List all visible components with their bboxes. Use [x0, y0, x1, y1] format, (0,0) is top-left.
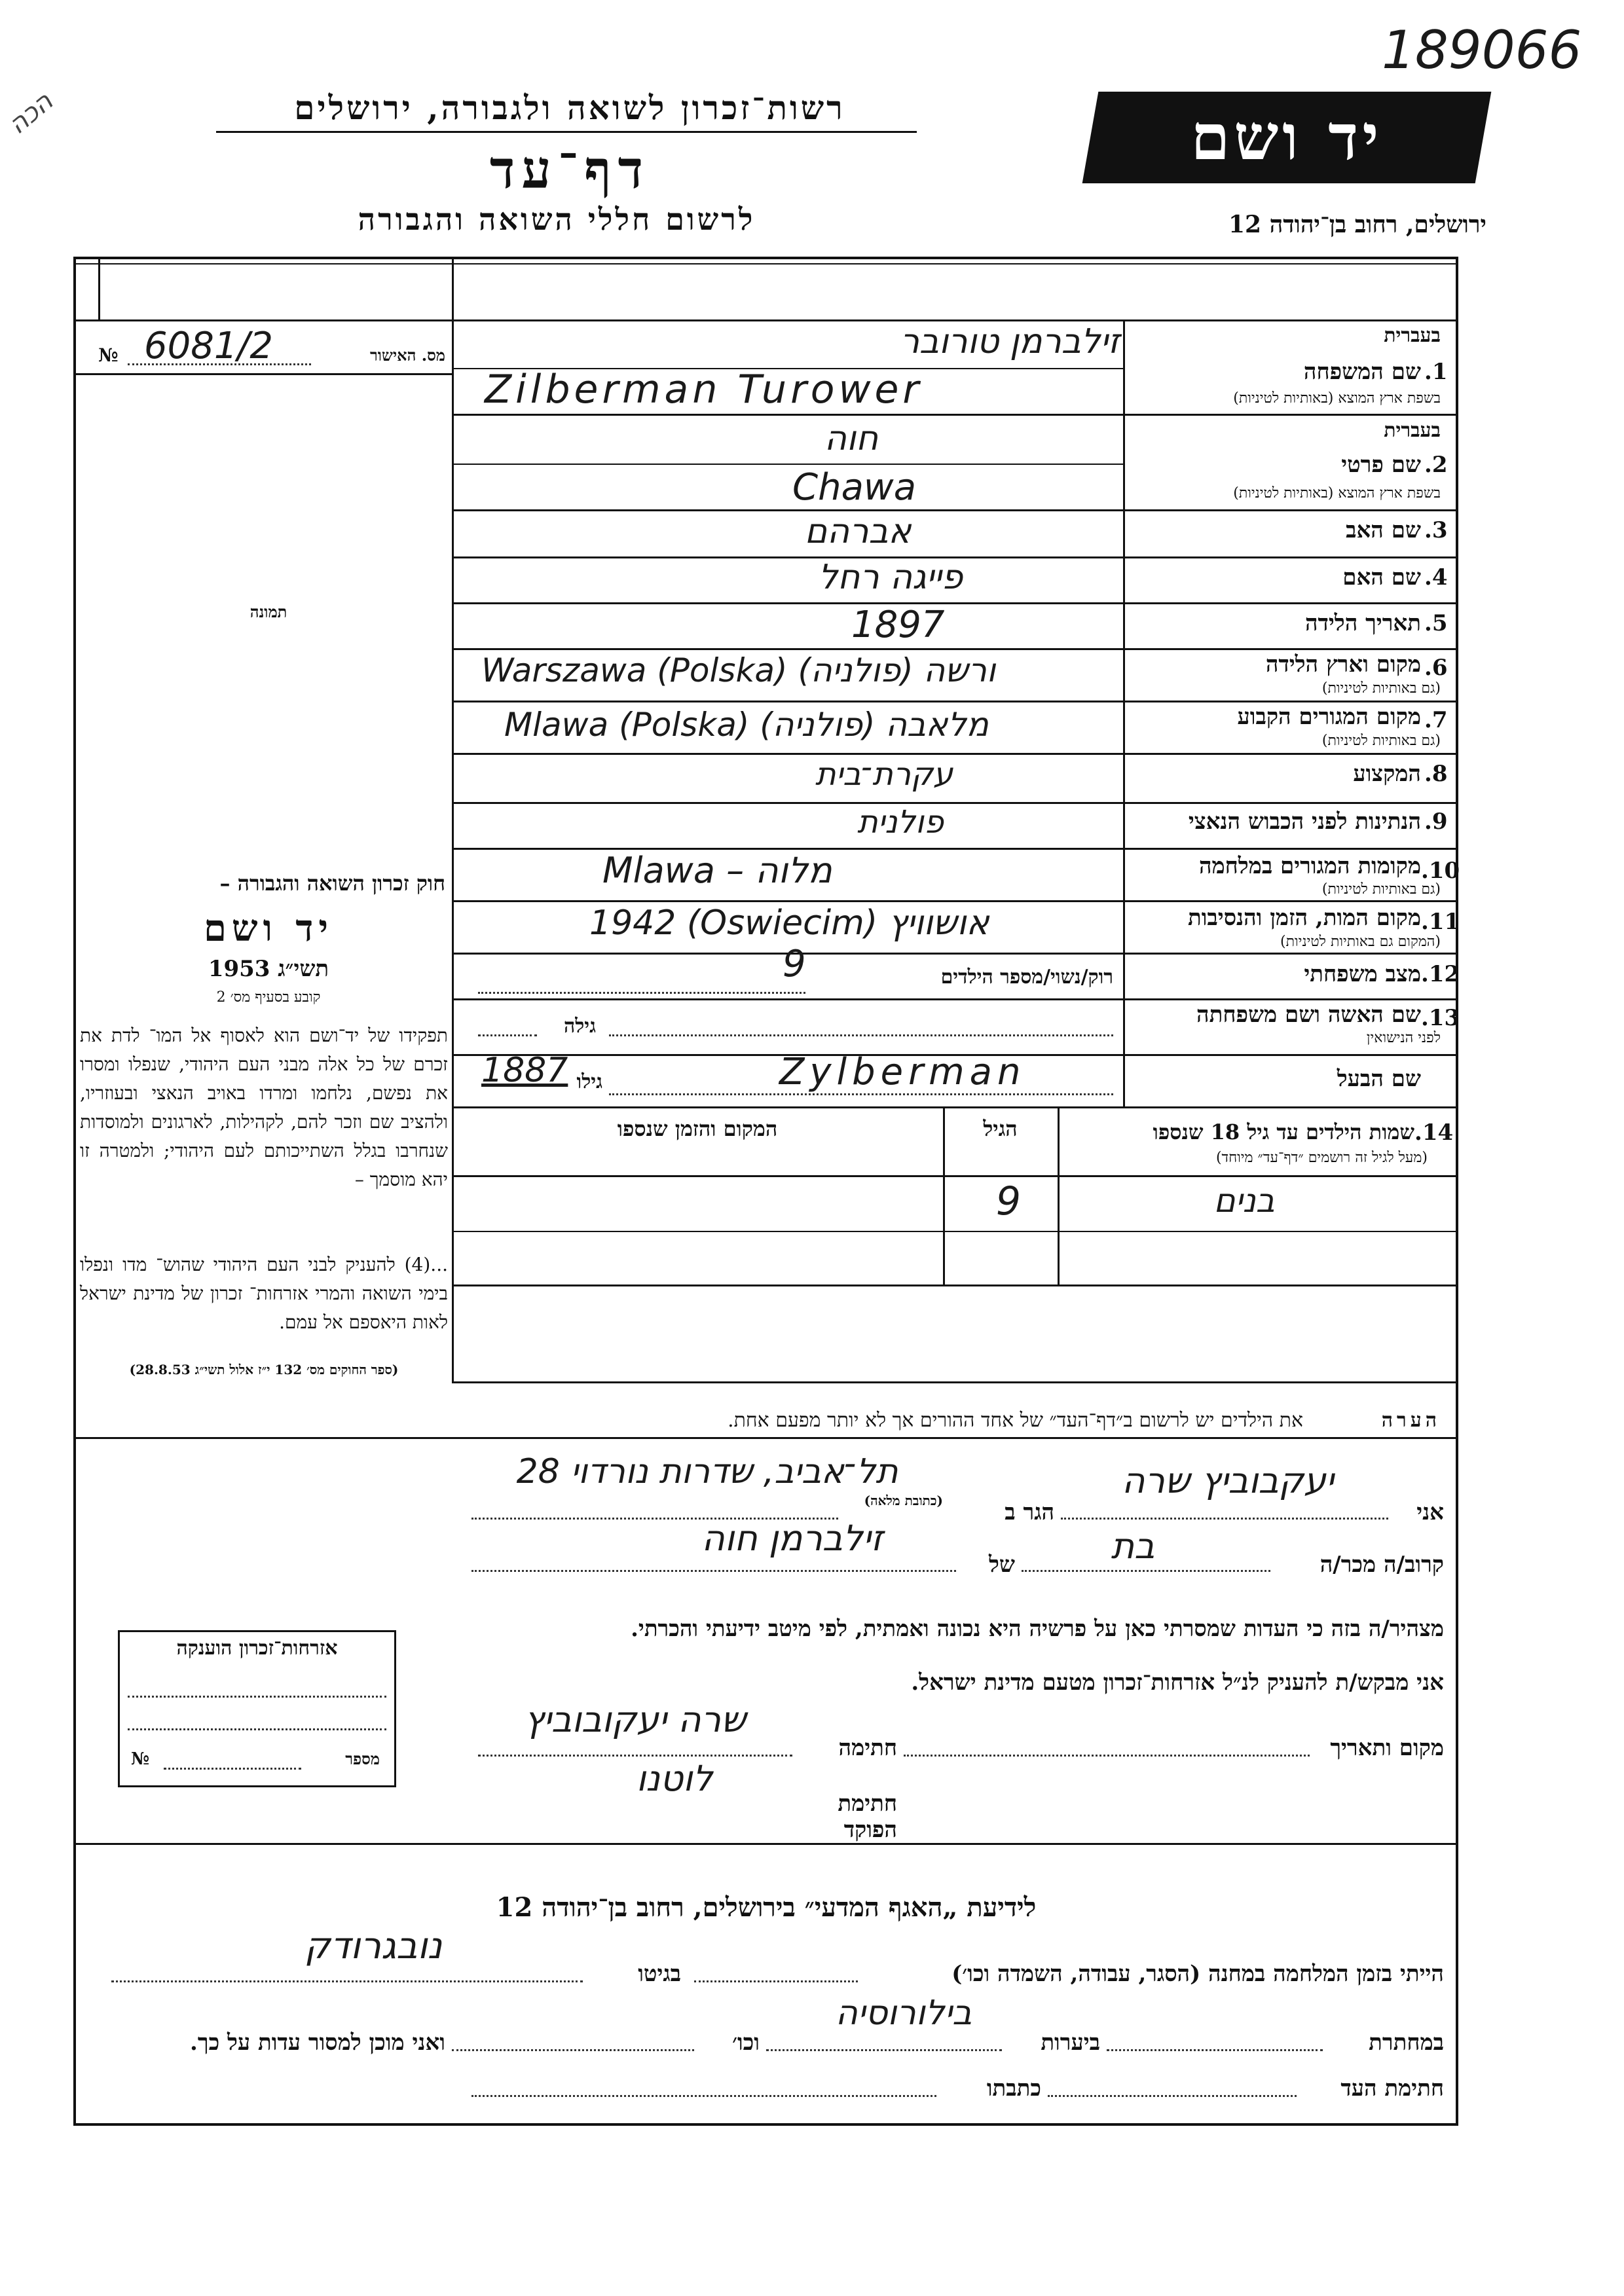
form-title: דף־עד — [489, 139, 650, 200]
place-date-dots — [904, 1755, 1310, 1757]
declarant-name-dots — [1061, 1518, 1388, 1520]
registration-no-sign: № — [98, 344, 119, 366]
row-rule — [452, 464, 1123, 465]
frame-top-double — [73, 263, 1458, 264]
field-12-number: 12. — [1421, 961, 1460, 987]
row-rule — [452, 998, 1458, 1000]
field-13-dots — [609, 1034, 1113, 1036]
corner-mark: הכה — [2, 86, 59, 141]
etc-label: וכו׳ — [732, 2030, 760, 2056]
declarant-i-label: אני — [1416, 1499, 1444, 1525]
husband-age-value: 1887 — [481, 1051, 568, 1090]
forest-dots — [766, 2049, 1002, 2051]
row-rule — [452, 900, 1458, 902]
field-8-value: עקרת־בית — [815, 756, 953, 793]
field-6-number: 6. — [1424, 655, 1448, 681]
field-5-number: 5. — [1424, 610, 1448, 636]
row-rule — [452, 648, 1458, 650]
field-11-note: (המקום גם באותיות לטיניות) — [1280, 934, 1441, 950]
row-rule — [452, 602, 1458, 604]
law-text-1: תפקידו של יד־ושם הוא לאסוף אל המו־ לדת את זכרם של כל אלה מבני העם היהודי, שנפלו ומסרו את נפשם, נלחמו ומרדו באויב הנאצי ובעוזריו, ולהציב שם וזכר להם, לקהילות, לארגונים ולמוסדות שנחרבו בגלל השתייכותם לעם היהודי; ולמטרה זו יהא מוסמך – — [80, 1025, 448, 1190]
strip-divider — [98, 257, 100, 321]
registration-label: מס. האישור — [369, 346, 445, 365]
info-top-rule — [73, 1843, 1458, 1845]
row-rule — [452, 753, 1458, 755]
field-12-options: רוק/נשוי/מספר הילדים — [940, 966, 1113, 989]
registration-dots — [128, 363, 311, 365]
children-row-rule — [452, 1231, 1458, 1232]
children-label: שמות הילדים עד גיל 18 שנספו — [1153, 1120, 1414, 1144]
children-note: (מעל לגיל זה רושמים ״דף־עד״ מיוחד) — [1215, 1150, 1428, 1166]
children-col-divider-1 — [943, 1106, 945, 1286]
row-rule — [452, 509, 1458, 511]
citizenship-box-dots-2 — [128, 1728, 386, 1730]
etc-dots — [452, 2049, 694, 2051]
husband-dots — [609, 1093, 1113, 1095]
law-title: חוק זכרון השואה והגבורה – — [219, 871, 445, 896]
row-rule — [452, 414, 1458, 416]
official-signature: לוטנו — [636, 1758, 713, 1799]
children-col-age: הגיל — [983, 1116, 1018, 1141]
field-2-lang-he: בעברית — [1384, 419, 1441, 442]
field-12-label: מצב משפחתי — [1304, 961, 1421, 987]
child-row-1-name: בנים — [1213, 1182, 1275, 1220]
info-line-1: הייתי בזמן המלחמה במחנה (הסגר, עבודה, השמדה וכו׳) — [951, 1961, 1444, 1987]
field-2-lang-latin: בשפת ארץ המוצא (באותיות לטיניות) — [1233, 485, 1441, 501]
law-year: תשי״ג 1953 — [208, 956, 329, 982]
archive-stamp-number: 189066 — [1382, 20, 1582, 81]
field-2-number: 2. — [1424, 452, 1448, 478]
hiding-label: במחתרת — [1369, 2030, 1444, 2056]
witness-signature-label: חתימת העד — [1340, 2075, 1444, 2102]
citizenship-box-title: אזרחות־זכרון הוענקה — [176, 1637, 338, 1660]
info-title: לידיעת „האגף המדעי״ בירושלים, רחוב בן־יהודה 12 — [496, 1892, 1037, 1923]
forest-label: ביערות — [1041, 2030, 1100, 2056]
law-name: יד ושם — [203, 907, 334, 950]
children-col-divider-2 — [1058, 1106, 1060, 1286]
declarant-full-address-label: (כתובת מלאה) — [864, 1493, 943, 1508]
field-11-label: מקום המות, הזמן והנסיבות — [1187, 905, 1421, 931]
field-6-note: (גם באותיות לטיניות) — [1321, 680, 1441, 697]
field-10-value: Mlawa – מלוה — [602, 850, 832, 891]
remark-label: הערה — [1381, 1409, 1441, 1432]
husband-age-label: גילו — [576, 1070, 602, 1093]
of-label: של — [989, 1552, 1015, 1578]
witness-address-label: כתבתו — [986, 2075, 1041, 2102]
ready-statement: ואני מוכן למסור עדות על כך. — [190, 2030, 445, 2056]
relation-label: קרוב/ה מכר/ה — [1320, 1552, 1444, 1578]
field-3-number: 3. — [1424, 517, 1448, 543]
field-5-label: תאריך הלידה — [1304, 610, 1421, 636]
label-column-divider — [1123, 319, 1125, 1108]
children-header-rule — [452, 1175, 1458, 1177]
ghetto-value: נובגרודק — [304, 1925, 443, 1967]
field-5-value: 1897 — [851, 604, 945, 646]
field-1-lang-latin: בשפת ארץ המוצא (באותיות לטיניות) — [1233, 390, 1441, 407]
strip-bottom-rule — [73, 319, 1458, 321]
field-13-note: לפני הנישואין — [1366, 1030, 1441, 1046]
registration-number: 6081/2 — [144, 325, 274, 367]
field-8-label: המקצוע — [1353, 761, 1421, 787]
signature-dots — [478, 1755, 792, 1757]
husband-value: Zylberman — [779, 1051, 1026, 1093]
forest-value: בילורוסיה — [835, 1994, 972, 2033]
field-2-label: שם פרטי — [1341, 452, 1421, 478]
child-row-1-age: 9 — [995, 1178, 1022, 1224]
field-7-note: (גם באותיות לטיניות) — [1321, 733, 1441, 749]
declaration-statement: מצהיר/ה בזה כי העדות שמסרתי כאן על פרשיה היא נכונה ואמתית, לפי מיטב ידיעתי והכרתי. — [631, 1616, 1444, 1642]
hiding-dots — [1107, 2049, 1323, 2051]
husband-label: שם הבעל — [1337, 1066, 1421, 1092]
field-3-label: שם האב — [1346, 517, 1421, 543]
field-11-number: 11. — [1421, 909, 1460, 935]
relation-dots — [1022, 1570, 1270, 1572]
ghetto-dots — [111, 1980, 583, 1982]
field-7-number: 7. — [1424, 707, 1448, 733]
children-top-rule — [452, 1106, 1458, 1108]
field-9-label: הנתינות לפני הכבוש הנאצי — [1188, 809, 1421, 835]
remark-top-rule — [452, 1381, 1458, 1383]
ghetto-label: בגיטו — [638, 1961, 681, 1987]
yad-vashem-logo: יד ושם — [1082, 92, 1492, 183]
photo-label: תמונה — [249, 602, 287, 621]
citizenship-box-dots-1 — [128, 1696, 386, 1698]
row-rule — [452, 953, 1458, 955]
field-13-age-label: גילה — [563, 1015, 596, 1038]
declarant-resides-label: הגר ב — [1005, 1499, 1054, 1525]
citizenship-box-number-dots — [164, 1768, 301, 1770]
field-10-label: מקומות המגורים במלחמה — [1198, 853, 1421, 879]
law-source: (ספר החוקים מס׳ 132 י״ז אלול תשי״ג 28.8.53) — [129, 1362, 399, 1377]
remark-bottom-rule — [73, 1437, 1458, 1439]
field-13-age-dots — [478, 1034, 537, 1036]
of-value: זילברמן חוה — [701, 1518, 883, 1559]
law-clause: קובע בסעיף מס׳ 2 — [216, 989, 321, 1006]
relation-value: בת — [1111, 1525, 1155, 1567]
field-1-value-latin: Zilberman Turower — [485, 367, 923, 412]
field-10-note: (גם באותיות לטיניות) — [1321, 881, 1441, 898]
row-rule — [452, 701, 1458, 702]
field-13-label: שם האשה ושם משפחתה — [1196, 1002, 1421, 1028]
authority-underline — [216, 131, 917, 133]
field-2-value-hebrew: חוה — [824, 419, 879, 458]
witness-address-dots — [471, 2095, 936, 2097]
remark-text: את הילדים יש לרשום ב״דף־העד״ של אחד ההורים אך לא יותר מפעם אחת. — [728, 1409, 1303, 1432]
field-9-value: פולנית — [857, 804, 944, 841]
place-date-label: מקום ותאריך — [1330, 1735, 1444, 1761]
field-1-lang-he: בעברית — [1384, 324, 1441, 347]
field-13-number: 13. — [1421, 1005, 1460, 1031]
field-12-dots — [478, 992, 805, 994]
field-1-label: שם המשפחה — [1303, 359, 1421, 385]
children-number: 14. — [1414, 1120, 1454, 1146]
info-line-1-dots — [694, 1980, 858, 1982]
law-text-2: ...(4) להעניק לבני העם היהודי שהוש־ מדו ונפלו בימי השואה והמרי אזרחות־ זכרון של מדינת ישראל לאות היאספם אל עמם. — [80, 1254, 448, 1333]
field-11-value: 1942 (Oswiecim) אושוויץ — [589, 903, 989, 943]
field-1-number: 1. — [1424, 359, 1448, 385]
witness-signature-dots — [1048, 2095, 1297, 2097]
field-7-label: מקום המגורים הקבוע — [1237, 704, 1421, 730]
citizenship-box-number-label: מספר — [345, 1749, 380, 1768]
official-signature-label: חתימת הפוקד — [838, 1791, 897, 1843]
signature-label: חתימה — [838, 1735, 897, 1761]
children-col-place: המקום והזמן שנספו — [617, 1116, 778, 1141]
citizenship-box-no-sign: № — [131, 1749, 150, 1769]
form-subtitle: לרשום חללי השואה והגבורה — [358, 202, 756, 237]
citizenship-request: אני מבקש/ת להעניק לנ״ל אזרחות־זכרון מטעם מדינת ישראל. — [911, 1669, 1444, 1696]
field-6-value: Warszawa (Polska) ורשה (פולניה) — [481, 651, 996, 689]
left-column-divider — [452, 257, 454, 1383]
field-4-number: 4. — [1424, 564, 1448, 591]
field-7-value: Mlawa (Polska) מלאבה (פולניה) — [504, 706, 989, 744]
header-address: ירושלים, רחוב בן־יהודה 12 — [1228, 211, 1486, 238]
field-10-number: 10. — [1421, 858, 1460, 884]
field-4-label: שם האם — [1342, 564, 1421, 591]
field-6-label: מקום וארץ הלידה — [1265, 651, 1421, 678]
declarant-address: תל־אביב, שדרות נורדוי 28 — [516, 1452, 898, 1491]
field-3-value: אברהם — [804, 512, 912, 551]
declarant-signature: שרה יעקובוביץ — [524, 1699, 747, 1740]
field-12-value: 9 — [783, 943, 806, 985]
field-9-number: 9. — [1424, 809, 1448, 835]
children-bottom-rule — [452, 1285, 1458, 1286]
authority-title: רשות־זכרון לשואה ולגבורה, ירושלים — [294, 88, 845, 127]
registration-rule — [73, 373, 453, 375]
field-4-value: פייגה רחל — [818, 558, 963, 597]
field-8-number: 8. — [1424, 761, 1448, 787]
field-2-value-latin: Chawa — [792, 466, 917, 509]
declarant-name: יעקבוביץ שרה — [1122, 1460, 1334, 1501]
field-1-value-hebrew: זילברמן טורובר — [900, 322, 1120, 361]
of-dots — [471, 1570, 956, 1572]
